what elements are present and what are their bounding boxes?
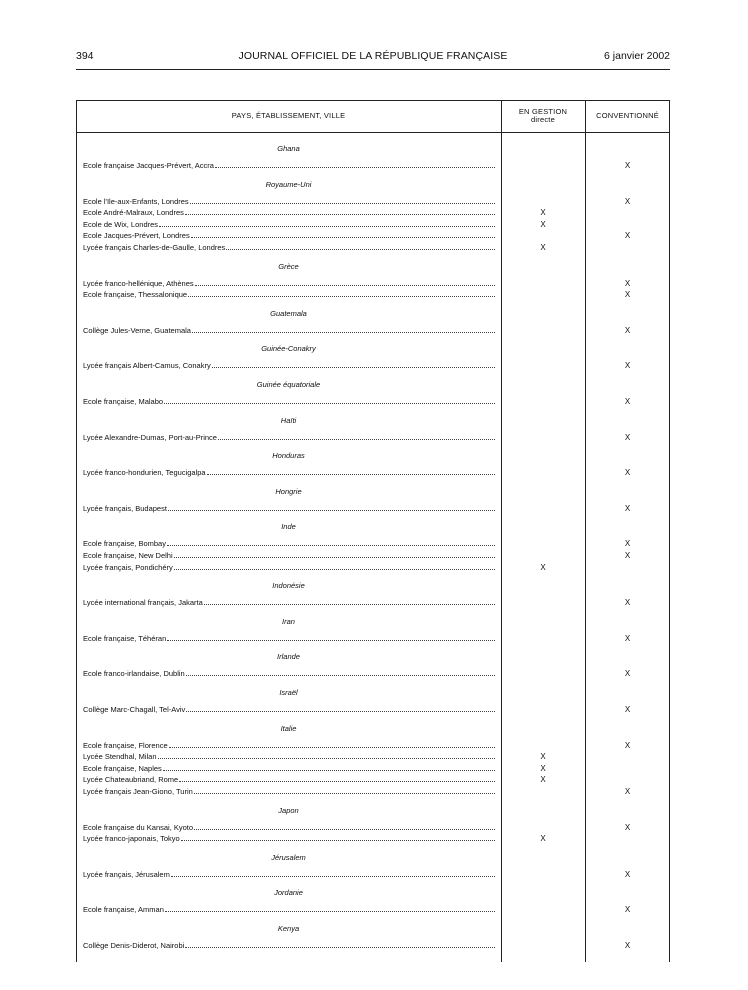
establishments-table: [76, 100, 670, 962]
establishment-cell: [83, 668, 495, 679]
column-header-place: PAYS, ÉTABLISSEMENT, VILLE: [231, 111, 346, 120]
establishment-cell: [83, 230, 495, 241]
dot-leader: [186, 704, 495, 712]
dot-leader: [188, 289, 495, 297]
conventioned-mark: X: [624, 869, 631, 879]
country-heading: Indonésie: [272, 581, 305, 591]
dot-leader: [191, 230, 495, 238]
table-row: [76, 432, 670, 443]
country-heading: Royaume-Uni: [265, 179, 312, 189]
country-heading: Italie: [280, 723, 297, 733]
table-row: [76, 467, 670, 478]
establishment-cell: [83, 278, 495, 289]
table-row: [76, 562, 670, 573]
conventioned-mark: X: [624, 905, 631, 915]
establishment-cell: [83, 904, 495, 915]
dot-leader: [185, 207, 495, 215]
establishment-cell: [83, 774, 495, 785]
country-heading: Kenya: [277, 924, 300, 933]
establishment-name: Collège Denis-Diderot, Nairobi: [83, 941, 185, 950]
dot-leader: [204, 597, 495, 605]
establishment-cell: [83, 242, 495, 253]
dot-leader: [167, 633, 495, 641]
conventioned-mark: X: [624, 787, 631, 796]
establishment-cell: [83, 289, 495, 300]
conventioned-mark: X: [624, 278, 631, 288]
conventioned-mark: X: [624, 941, 631, 950]
issue-date: 6 janvier 2002: [604, 50, 670, 62]
establishment-name: Ecole l'Ile-aux-Enfants, Londres: [83, 196, 189, 206]
conventioned-mark: X: [624, 822, 631, 832]
establishment-cell: [83, 740, 495, 751]
establishment-cell: [83, 704, 495, 715]
table-row: [76, 774, 670, 785]
conventioned-mark: X: [624, 551, 631, 560]
establishment-name: Lycée franco-hellénique, Athènes: [83, 278, 194, 288]
column-header-direct-line2: directe: [531, 115, 555, 124]
establishment-cell: [83, 940, 495, 951]
establishment-cell: [83, 467, 495, 478]
country-heading: Israël: [279, 688, 298, 697]
table-row: [76, 219, 670, 230]
establishment-name: Ecole André-Malraux, Londres: [83, 208, 184, 218]
conventioned-mark: X: [624, 503, 631, 513]
table-row: [76, 633, 670, 644]
establishment-name: Ecole française du Kansai, Kyoto: [83, 822, 194, 832]
dot-leader: [185, 940, 495, 948]
dot-leader: [195, 278, 495, 286]
establishment-name: Ecole française, Téhéran: [83, 633, 167, 643]
dot-leader: [171, 869, 495, 877]
direct-management-mark: X: [540, 834, 546, 844]
table-row: [76, 396, 670, 407]
establishment-cell: [83, 360, 495, 371]
establishment-name: Collège Marc-Chagall, Tel-Aviv: [83, 705, 186, 714]
table-row: [76, 822, 670, 833]
establishment-cell: [83, 786, 495, 797]
establishment-cell: [83, 550, 495, 561]
establishment-name: Lycée Alexandre-Dumas, Port-au-Prince: [83, 432, 217, 442]
conventioned-mark: X: [624, 161, 631, 170]
dot-leader: [168, 503, 495, 511]
direct-management-mark: X: [540, 243, 546, 252]
table-row: [76, 538, 670, 549]
conventioned-mark: X: [624, 705, 631, 714]
conventioned-mark: X: [624, 432, 631, 442]
country-heading: Ghana: [277, 144, 300, 153]
establishment-name: Ecole française, Naples: [83, 763, 162, 773]
establishment-cell: [83, 869, 495, 880]
table-row: [76, 242, 670, 253]
establishment-name: Lycée français, Jérusalem: [83, 869, 170, 879]
establishment-name: Ecole française, Florence: [83, 740, 168, 750]
dot-leader: [159, 219, 495, 227]
establishment-cell: [83, 538, 495, 549]
establishment-cell: [83, 597, 495, 608]
journal-title: JOURNAL OFFICIEL DE LA RÉPUBLIQUE FRANÇAISE: [238, 50, 508, 62]
conventioned-mark: X: [624, 598, 631, 608]
direct-management-mark: X: [540, 208, 546, 218]
table-row: [76, 869, 670, 880]
establishment-name: Ecole française, Malabo: [83, 397, 164, 406]
dot-leader: [174, 550, 495, 558]
dot-leader: [165, 904, 495, 912]
table-row: [76, 550, 670, 561]
header-rule: [76, 69, 670, 70]
dot-leader: [158, 751, 495, 759]
table-row: [76, 833, 670, 844]
table-row: [76, 940, 670, 951]
table-row: [76, 360, 670, 371]
dot-leader: [164, 396, 495, 404]
table-row: [76, 503, 670, 514]
table-row: [76, 786, 670, 797]
dot-leader: [192, 325, 495, 333]
establishment-name: Collège Jules-Verne, Guatemala: [83, 325, 191, 335]
page-number: 394: [76, 50, 94, 62]
dot-leader: [167, 538, 495, 546]
direct-management-mark: X: [540, 752, 546, 762]
country-heading: Guinée-Conakry: [261, 344, 316, 354]
direct-management-mark: X: [540, 775, 546, 785]
establishment-name: Lycée Chateaubriand, Rome: [83, 775, 179, 785]
country-heading: Honduras: [272, 451, 305, 461]
establishment-cell: [83, 751, 495, 762]
table-row: [76, 668, 670, 679]
dot-leader: [218, 432, 495, 440]
table-row: [76, 325, 670, 336]
country-heading: Jérusalem: [271, 852, 306, 862]
table-row: [76, 278, 670, 289]
dot-leader: [163, 763, 495, 771]
country-heading: Hongrie: [275, 486, 302, 496]
establishment-name: Lycée Stendhal, Milan: [83, 752, 157, 762]
establishment-name: Lycée français Jean-Giono, Turin: [83, 787, 193, 796]
dot-leader: [194, 822, 495, 830]
establishment-name: Ecole française, Bombay: [83, 539, 166, 549]
table-row: [76, 740, 670, 751]
conventioned-mark: X: [624, 539, 631, 549]
establishment-name: Ecole française Jacques-Prévert, Accra: [83, 161, 214, 170]
establishment-name: Lycée français Charles-de-Gaulle, Londres: [83, 243, 226, 252]
dot-leader: [179, 774, 495, 782]
country-heading: Grèce: [278, 261, 299, 271]
conventioned-mark: X: [624, 290, 631, 300]
dot-leader: [190, 196, 495, 204]
establishment-cell: [83, 432, 495, 443]
country-heading: Guinée équatoriale: [256, 380, 321, 389]
conventioned-mark: X: [624, 669, 631, 679]
table-row: [76, 704, 670, 715]
table-row: [76, 751, 670, 762]
country-heading: Iran: [282, 616, 295, 626]
establishment-cell: [83, 763, 495, 774]
conventioned-mark: X: [624, 468, 631, 478]
conventioned-mark: X: [624, 196, 631, 206]
conventioned-mark: X: [624, 633, 631, 643]
establishment-cell: [83, 633, 495, 644]
table-row: [76, 207, 670, 218]
establishment-cell: [83, 196, 495, 207]
establishment-cell: [83, 562, 495, 573]
conventioned-mark: X: [624, 361, 631, 371]
country-heading: Japon: [278, 805, 299, 815]
establishment-cell: [83, 325, 495, 336]
establishment-name: Lycée français, Budapest: [83, 503, 167, 513]
establishment-name: Ecole franco-irlandaise, Dublin: [83, 669, 185, 679]
table-row: [76, 597, 670, 608]
establishment-name: Lycée français, Pondichéry: [83, 562, 173, 572]
establishment-cell: [83, 207, 495, 218]
table-row: [76, 196, 670, 207]
dot-leader: [194, 786, 495, 794]
conventioned-mark: X: [624, 231, 631, 241]
establishment-cell: [83, 822, 495, 833]
country-heading: Guatemala: [270, 308, 307, 318]
conventioned-mark: X: [624, 397, 631, 406]
establishment-cell: [83, 160, 495, 171]
direct-management-mark: X: [540, 562, 546, 572]
establishment-name: Ecole française, New Delhi: [83, 551, 173, 560]
table-row: [76, 230, 670, 241]
dot-leader: [181, 833, 495, 841]
establishment-cell: [83, 833, 495, 844]
column-header-direct-line1: EN GESTION: [518, 107, 568, 116]
country-heading: Jordanie: [274, 888, 303, 898]
establishment-cell: [83, 503, 495, 514]
establishment-name: Ecole française, Amman: [83, 905, 164, 915]
table-row: [76, 763, 670, 774]
establishment-name: Lycée franco-japonais, Tokyo: [83, 834, 180, 844]
establishment-name: Ecole de Wix, Londres: [83, 219, 159, 229]
column-header-convention: CONVENTIONNÉ: [596, 111, 659, 120]
establishment-name: Ecole Jacques-Prévert, Londres: [83, 231, 190, 241]
table-row: [76, 160, 670, 171]
table-header-border: [76, 132, 670, 133]
establishment-cell: [83, 396, 495, 407]
country-heading: Haïti: [280, 415, 297, 425]
dot-leader: [226, 242, 495, 250]
column-header-direct: [501, 100, 585, 132]
page-header: [76, 49, 670, 63]
table-row: [76, 904, 670, 915]
conventioned-mark: X: [624, 325, 631, 335]
dot-leader: [186, 668, 495, 676]
direct-management-mark: X: [540, 219, 546, 229]
country-heading: Inde: [281, 522, 296, 532]
direct-management-mark: X: [540, 763, 546, 773]
dot-leader: [215, 160, 495, 168]
establishment-name: Ecole française, Thessalonique: [83, 290, 188, 300]
conventioned-mark: X: [624, 740, 631, 750]
dot-leader: [212, 360, 495, 368]
dot-leader: [174, 562, 495, 570]
establishment-name: Lycée français Albert-Camus, Conakry: [83, 361, 211, 371]
dot-leader: [207, 467, 495, 475]
establishment-name: Lycée franco-hondurien, Tegucigalpa: [83, 468, 206, 478]
dot-leader: [169, 740, 495, 748]
establishment-cell: [83, 219, 495, 230]
table-row: [76, 289, 670, 300]
country-heading: Irlande: [277, 652, 300, 662]
establishment-name: Lycée international français, Jakarta: [83, 598, 203, 608]
